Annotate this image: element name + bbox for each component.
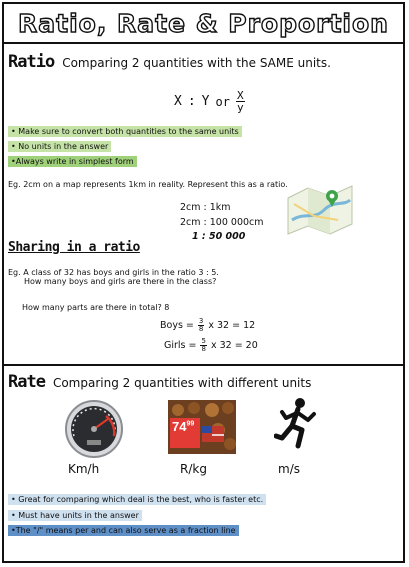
ratio-bullet-3: •Always write in simplest form bbox=[8, 156, 137, 167]
rate-description: Comparing 2 quantities with different units bbox=[52, 376, 312, 390]
page-title-text: Ratio, Rate & Proportion bbox=[18, 8, 389, 38]
boys-label: Boys = bbox=[160, 320, 194, 331]
rate-heading bbox=[8, 372, 311, 392]
sharing-example-line-2: How many boys and girls are there in the class? bbox=[24, 277, 217, 286]
runner-unit-label: m/s bbox=[278, 462, 300, 476]
ratio-description: Comparing 2 quantities with the SAME units. bbox=[62, 56, 331, 70]
rate-bullet-2: • Must have units in the answer bbox=[8, 510, 142, 521]
price-unit-label: R/kg bbox=[180, 462, 207, 476]
fraction-denominator: y bbox=[236, 101, 244, 114]
boys-denominator: 8 bbox=[198, 325, 204, 333]
rate-key: Rate bbox=[8, 372, 45, 392]
price-tag-value bbox=[172, 419, 194, 434]
ratio-step-2: 2cm : 100 000cm bbox=[180, 217, 264, 228]
girls-fraction bbox=[200, 338, 206, 353]
formula-sep: : bbox=[187, 94, 196, 109]
formula-x: X bbox=[174, 94, 182, 109]
girls-label: Girls = bbox=[164, 340, 197, 351]
sharing-example-line-1: Eg. A class of 32 has boys and girls in the ratio 3 : 5. bbox=[8, 268, 219, 277]
ratio-section bbox=[4, 44, 403, 366]
boys-result: x 32 = 12 bbox=[208, 320, 256, 331]
speed-unit-label: Km/h bbox=[68, 462, 100, 476]
boys-numerator: 3 bbox=[198, 317, 204, 325]
ratio-heading bbox=[8, 52, 331, 72]
fraction-numerator: X bbox=[236, 89, 244, 102]
ratio-step-1: 2cm : 1km bbox=[180, 202, 231, 213]
girls-calculation bbox=[164, 338, 258, 353]
speedometer-icon bbox=[60, 396, 128, 458]
girls-numerator: 5 bbox=[201, 337, 206, 345]
sharing-question: How many parts are there in total? 8 bbox=[22, 303, 170, 312]
rate-bullet-1: • Great for comparing which deal is the best, who is faster etc. bbox=[8, 494, 266, 505]
ratio-example: Eg. 2cm on a map represents 1km in reality. Represent this as a ratio. bbox=[8, 180, 288, 189]
girls-denominator: 8 bbox=[201, 345, 206, 353]
price-cents: 99 bbox=[186, 420, 195, 428]
ratio-key: Ratio bbox=[8, 52, 55, 72]
page-title bbox=[4, 4, 403, 44]
boys-fraction bbox=[198, 318, 204, 333]
formula-or: or bbox=[215, 94, 230, 109]
girls-result: x 32 = 20 bbox=[210, 340, 258, 351]
price-main: 74 bbox=[172, 419, 187, 434]
folded-map-icon bbox=[284, 180, 356, 238]
formula-fraction bbox=[236, 90, 245, 113]
ratio-formula bbox=[174, 90, 245, 113]
ratio-step-3: 1 : 50 000 bbox=[192, 231, 246, 242]
sharing-heading: Sharing in a ratio bbox=[8, 240, 140, 255]
rate-bullet-3: •The "/" means per and can also serve as a fraction line bbox=[8, 525, 239, 536]
ratio-bullet-2: • No units in the answer bbox=[8, 141, 111, 152]
ratio-bullet-1: • Make sure to convert both quantities to the same units bbox=[8, 126, 242, 137]
rate-section bbox=[4, 368, 403, 561]
boys-calculation bbox=[160, 318, 255, 333]
runner-icon bbox=[274, 396, 318, 456]
price-tag-food-icon bbox=[168, 400, 236, 454]
formula-y: Y bbox=[201, 94, 210, 109]
